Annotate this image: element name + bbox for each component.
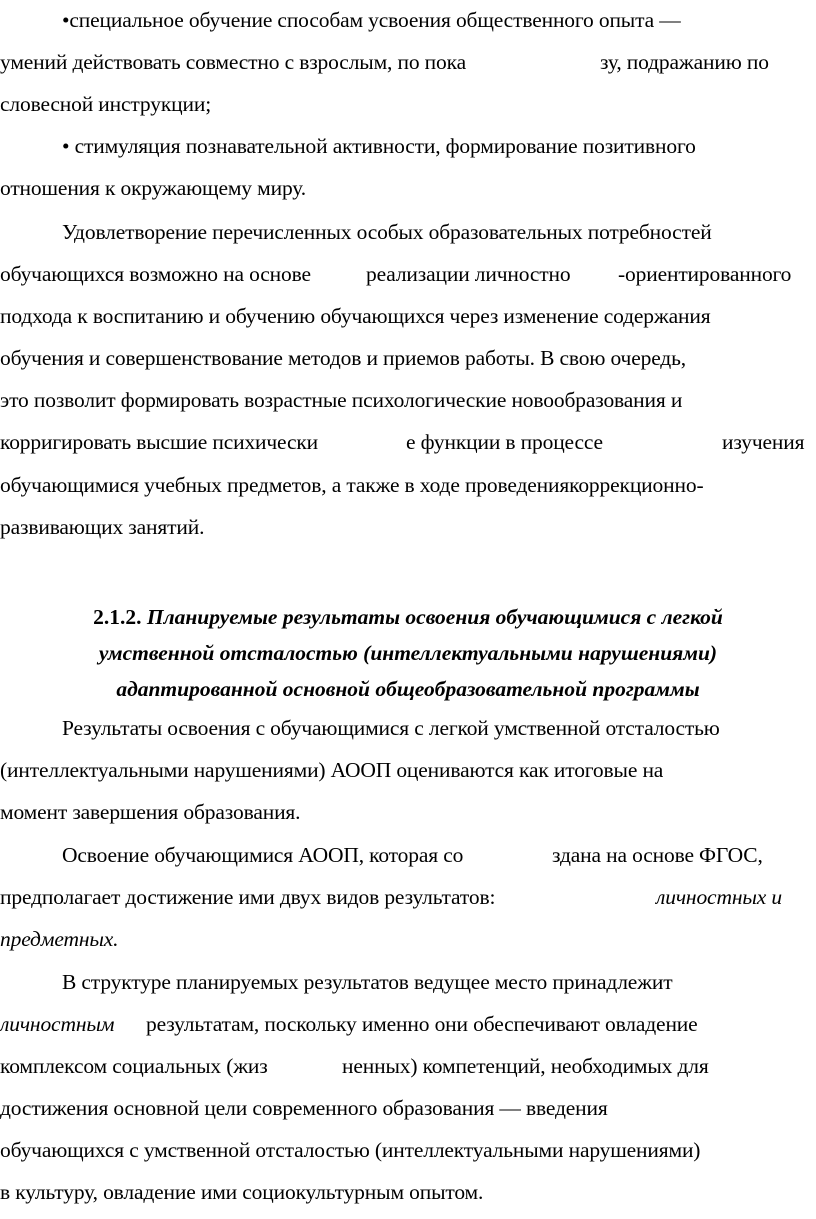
emphasis-text: личностных и [656,885,782,909]
body-text: предполагает достижение ими двух видов результатов: [0,885,496,909]
section-heading-line: адаптированной основной общеобразовательной программы [116,677,700,701]
body-text: подхода к воспитанию и обучению обучающихся через изменение содержания [0,304,711,328]
section-heading-line: умственной отсталостью (интеллектуальными нарушениями) [98,641,718,665]
body-text: изучения [722,430,805,454]
body-text: это позволит формировать возрастные психологические новообразования и [0,388,683,412]
body-text: Освоение обучающимися АООП, которая со [62,843,464,867]
body-text: обучающихся с умственной отсталостью (интеллектуальными нарушениями) [0,1138,701,1162]
body-text: момент завершения образования. [0,800,301,824]
body-text: умений действовать совместно с взрослым, по пока [0,50,466,74]
emphasis-text: предметных. [0,927,119,951]
body-text: развивающих занятий. [0,515,205,539]
emphasis-text: личностным [0,1012,115,1036]
body-text: достижения основной цели современного образования — введения [0,1096,608,1120]
body-text: ненных) компетенций, необходимых для [342,1054,709,1078]
section-heading [0,602,816,632]
body-text: здана на основе ФГОС, [552,843,763,867]
section-number: 2.1.2. [93,605,142,629]
body-text: (интеллектуальными нарушениями) АООП оцениваются как итоговые на [0,758,664,782]
body-text: корригировать высшие психически [0,430,319,454]
body-text: результатам, поскольку именно они обеспечивают овладение [146,1012,698,1036]
body-text: словесной инструкции; [0,92,212,116]
body-text: комплексом социальных (жиз [0,1054,268,1078]
body-text: е функции в процессе [406,430,603,454]
body-text: В структуре планируемых результатов ведущее место принадлежит [62,970,673,994]
body-text: отношения к окружающему миру. [0,176,306,200]
body-text: зу, подражанию по [600,50,769,74]
body-text: обучения и совершенствование методов и приемов работы. В свою очередь, [0,346,686,370]
bullet-item-text: • стимуляция познавательной активности, формирование позитивного [62,134,696,158]
body-text: -ориентированного [618,262,792,286]
section-heading-line: Планируемые результаты освоения обучающимися с легкой [146,605,723,629]
body-text: Удовлетворение перечисленных особых образовательных потребностей [62,220,712,244]
body-text: реализации личностно [366,262,571,286]
body-text: обучающимися учебных предметов, а также в ходе проведениякоррекционно- [0,473,704,497]
body-text: в культуру, овладение ими социокультурным опытом. [0,1180,484,1204]
bullet-item-text: •специальное обучение способам усвоения общественного опыта — [62,8,681,32]
body-text: Результаты освоения с обучающимися с легкой умственной отсталостью [62,716,720,740]
body-text: обучающихся возможно на основе [0,262,311,286]
